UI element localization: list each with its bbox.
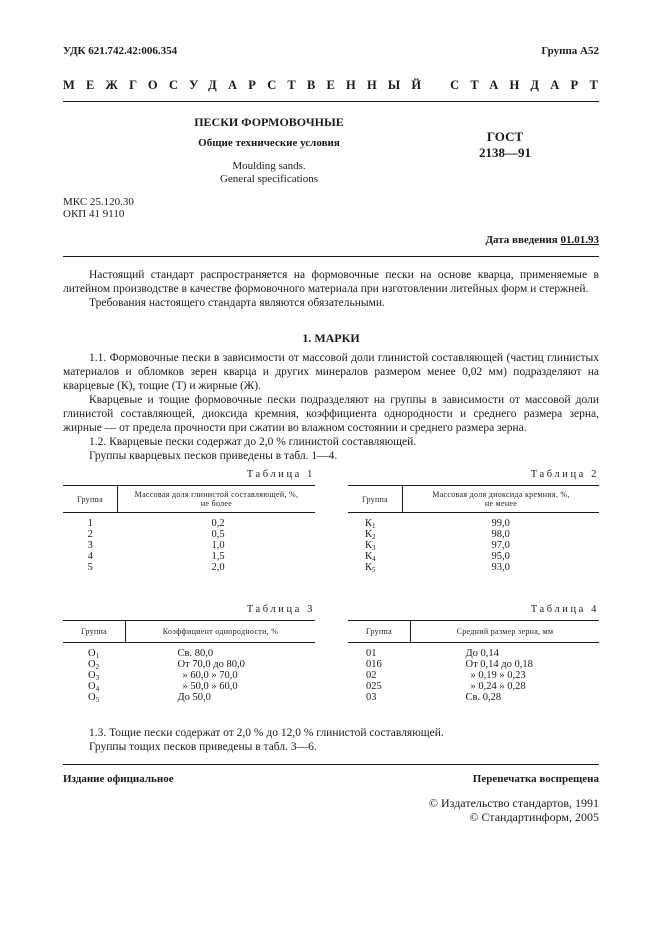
table-row: 025 » 0,24 » 0,28: [366, 681, 526, 692]
paragraph-scope: Настоящий стандарт распространяется на формовочные пески на основе кварца, применяемые в литейном производстве в качестве формовочного материала при изготовлении литейных форм и стержней.: [63, 269, 599, 295]
section-1-title: 1. МАРКИ: [302, 331, 360, 345]
table-row: $К_1$ 99,0: [365, 518, 510, 530]
table-row: $К_3$ 97,0: [365, 540, 510, 552]
table-1-header-group: Группа: [63, 486, 118, 513]
paragraph-1-2-tables: Группы кварцевых песков приведены в табл. 1—4.: [89, 450, 338, 462]
reprint-notice: Перепечатка воспрещена: [472, 773, 599, 785]
intro-date: [485, 234, 599, 246]
official-edition: Издание официальное: [63, 773, 174, 785]
table-1-caption: Таблица 1: [246, 469, 315, 480]
table-row: $О_4$ » 50,0 » 60,0: [88, 681, 238, 693]
section-1-text: [63, 351, 599, 463]
standard-header-right: СТАНДАРТ: [450, 78, 609, 92]
table-row: 1 0,2: [87, 518, 225, 529]
document-subtitle: Общие технические условия: [198, 137, 340, 149]
table-3: [63, 620, 315, 703]
gost-label: ГОСТ: [486, 129, 524, 144]
table-row: $К_4$ 95,0: [365, 551, 510, 563]
paragraph-1-2: 1.2. Кварцевые пески содержат до 2,0 % глинистой составляющей.: [89, 436, 417, 448]
table-2-caption: Таблица 2: [530, 469, 599, 480]
date-rule: [63, 256, 599, 257]
table-1-header-value: Массовая доля глинистой составляющей, %, не более: [134, 490, 299, 508]
intro-text: [63, 268, 599, 310]
table-row: $О_1$ Св. 80,0: [88, 648, 214, 660]
gost-number: 2138—91: [479, 145, 531, 160]
table-4-header-value: Средний размер зерна, мм: [456, 627, 554, 636]
table-row: 01 До 0,14: [366, 648, 499, 659]
english-title-line1: Moulding sands.: [232, 160, 306, 172]
table-4: [348, 620, 599, 703]
copyright-1991: © Издательство стандартов, 1991: [428, 796, 599, 810]
table-3-header-group: Группа: [63, 621, 126, 643]
table-row: $К_5$ 93,0: [365, 562, 510, 574]
table-row: 5 2,0: [87, 562, 225, 573]
table-4-caption: Таблица 4: [530, 604, 599, 615]
header-rule: [63, 101, 599, 102]
paragraph-1-3-tables: Группы тощих песков приведены в табл. 3—6.: [89, 741, 317, 753]
table-2-header-group: Группа: [348, 486, 403, 513]
table-row: 4 1,5: [87, 551, 225, 562]
udk-code: УДК 621.742.42:006.354: [63, 45, 178, 57]
table-row: 2 0,5: [87, 529, 225, 540]
table-2-header-value: Массовая доля диоксида кремния, %, не менее: [432, 490, 570, 508]
table-row: 03 Св. 0,28: [366, 692, 502, 703]
document-title: ПЕСКИ ФОРМОВОЧНЫЕ: [194, 115, 344, 129]
paragraph-1-1: 1.1. Формовочные пески в зависимости от массовой доли глинистой составляющей (частиц глинистых материалов и обломков зерен кварца и других минералов размером менее 0,02 мм) подразделяют на кварцевые (К), тощие (Т) и жирные (Ж).: [63, 352, 599, 392]
table-row: $О_5$ До 50,0: [88, 692, 211, 704]
paragraph-1-3: 1.3. Тощие пески содержат от 2,0 % до 12,0 % глинистой составляющей.: [89, 727, 444, 739]
intro-date-label: Дата введения: [485, 234, 558, 246]
section-1-3-text: [63, 726, 599, 754]
table-row: $К_2$ 98,0: [365, 529, 510, 541]
paragraph-1-1-groups: Кварцевые и тощие формовочные пески подразделяют на группы в зависимости от массовой доли глинистой составляющей, диоксида кремния, коэффициента однородности и среднего размера зерна, жирные — от предела прочности при сжатии во влажном состоянии и среднего размера зерна.: [63, 394, 599, 434]
table-4-header-group: Группа: [348, 621, 411, 643]
table-row: 02 » 0,19 » 0,23: [366, 670, 526, 681]
table-3-header-value: Коэффициент однородности, %: [162, 627, 279, 636]
mks-code: МКС 25.120.30: [63, 196, 134, 208]
table-row: 3 1,0: [87, 540, 225, 551]
table-1: [63, 485, 315, 573]
table-row: 016 От 0,14 до 0,18: [366, 659, 533, 670]
okp-code: ОКП 41 9110: [63, 208, 125, 220]
group-code: Группа А52: [541, 45, 599, 57]
english-title-line2: General specifications: [219, 173, 319, 185]
standard-header-left: МЕЖГОСУДАРСТВЕННЫЙ: [63, 78, 433, 92]
table-row: $О_2$ От 70,0 до 80,0: [88, 659, 245, 671]
table-2: [348, 485, 599, 573]
footer-rule: [63, 764, 599, 765]
table-row: $О_3$ » 60,0 » 70,0: [88, 670, 238, 682]
copyright-2005: © Стандартинформ, 2005: [469, 810, 599, 824]
table-3-caption: Таблица 3: [246, 604, 315, 615]
paragraph-mandatory: Требования настоящего стандарта являются обязательными.: [89, 297, 385, 309]
intro-date-value: 01.01.93: [560, 234, 599, 246]
